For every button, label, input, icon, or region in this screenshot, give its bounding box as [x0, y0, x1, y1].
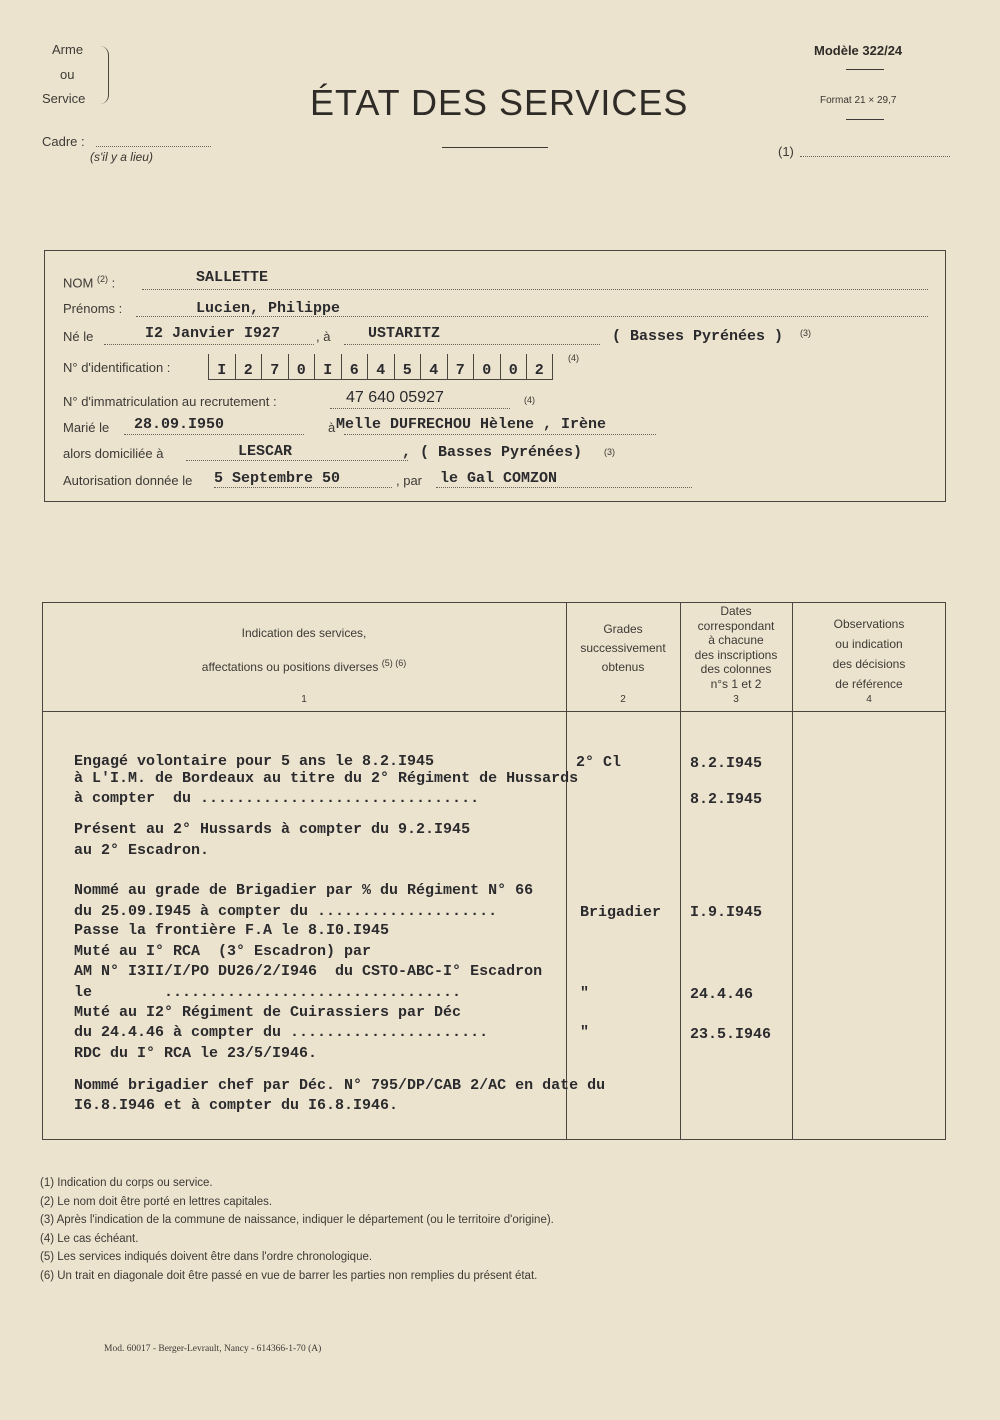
birth-place-field [344, 344, 600, 345]
id-digit: 0 [473, 354, 500, 380]
domicile-label: alors domiciliée à [63, 446, 164, 461]
prenoms-label: Prénoms : [63, 301, 123, 316]
service-entry: Muté au I2° Régiment de Cuirassiers par Déc [74, 1004, 462, 1021]
col4-number: 4 [866, 694, 872, 705]
footnote: (6) Un trait en diagonale doit être passé en vue de barrer les parties non remplies du présent état. [40, 1269, 538, 1282]
ref-1: (1) [778, 144, 794, 159]
col3-header [680, 604, 792, 691]
service-entry: à L'I.M. de Bordeaux au titre du 2° Régiment de Hussards [74, 770, 579, 787]
footnote: (4) Le cas échéant. [40, 1232, 139, 1245]
service-entry: Nommé brigadier chef par Déc. N° 795/DP/CAB 2/AC en date du [74, 1077, 606, 1094]
a-label: , à [316, 329, 331, 344]
spouse-field [344, 434, 656, 435]
domicile-field [186, 460, 408, 461]
autorisation-by: le Gal COMZON [440, 470, 558, 487]
ref-4a: (4) [568, 353, 579, 363]
prenoms-value: Lucien, Philippe [196, 300, 341, 317]
grade-entry: " [580, 1024, 590, 1041]
id-digit: 4 [420, 354, 447, 380]
corps-field [800, 156, 950, 157]
immat-value: 47 640 05927 [346, 389, 444, 406]
nom-value: SALLETTE [196, 269, 269, 286]
date-entry: 8.2.I945 [690, 755, 763, 772]
marie-label: Marié le [63, 420, 110, 435]
footnotes [40, 1174, 554, 1286]
domicile-dept: , ( Basses Pyrénées) [402, 444, 583, 461]
service-entry: Muté au I° RCA (3° Escadron) par [74, 943, 372, 960]
date-entry: 8.2.I945 [690, 791, 763, 808]
cadre-field [96, 146, 211, 147]
service-entry: I6.8.I946 et à compter du I6.8.I946. [74, 1097, 399, 1114]
service-entry: du 24.4.46 à compter du ...................... [74, 1024, 489, 1041]
col1-header-refs: (5) (6) [381, 658, 407, 668]
spouse-name: Melle DUFRECHOU Hèlene , Irène [336, 416, 607, 433]
col3-number: 3 [733, 694, 739, 705]
service-entry: Engagé volontaire pour 5 ans le 8.2.I945 [74, 753, 435, 770]
col4-header-line: ou indication [835, 637, 903, 651]
col3-header-line: à chacune [708, 633, 764, 647]
title-rule [442, 147, 548, 148]
model-rule [846, 69, 884, 70]
service-entry: AM N° I3II/I/PO DU26/2/I946 du CSTO-ABC-I° Escadron [74, 963, 543, 980]
cadre-label: Cadre : [42, 134, 85, 149]
date-entry: I.9.I945 [690, 904, 763, 921]
ref-3a: (3) [800, 328, 811, 338]
immat-label: N° d'immatriculation au recrutement : [63, 394, 277, 409]
date-entry: 24.4.46 [690, 986, 754, 1003]
footnote: (5) Les services indiqués doivent être dans l'ordre chronologique. [40, 1251, 373, 1264]
col3-header-line: Dates [720, 604, 752, 618]
ref-3b: (3) [604, 447, 615, 457]
grade-entry: 2° Cl [576, 754, 622, 771]
id-grid [208, 354, 553, 380]
id-digit: I [208, 354, 235, 380]
ne-label: Né le [63, 329, 94, 344]
cadre-note: (s'il y a lieu) [90, 150, 153, 164]
service-entry: au 2° Escadron. [74, 842, 210, 859]
id-digit: 0 [288, 354, 315, 380]
par-label: , par [396, 473, 423, 488]
id-digit: 4 [367, 354, 394, 380]
service-entry: Présent au 2° Hussards à compter du 9.2.I945 [74, 821, 471, 838]
col1-header-text: affectations ou positions diverses [201, 660, 379, 674]
autorisation-date: 5 Septembre 50 [214, 470, 341, 487]
nom-label: NOM $^{(2)}$ : [63, 274, 116, 291]
service-entry: le ................................. [74, 984, 462, 1001]
nom-field [142, 289, 928, 290]
service-entry: du 25.09.I945 à compter du .................... [74, 903, 498, 920]
col2-header [566, 620, 680, 677]
ref-4b: (4) [524, 395, 535, 405]
grade-entry: " [580, 985, 590, 1002]
id-digit: 0 [500, 354, 527, 380]
col-sep-1 [566, 602, 567, 1140]
footnote: (1) Indication du corps ou service. [40, 1177, 213, 1189]
birth-date: I2 Janvier I927 [145, 325, 281, 342]
col3-header-line: correspondant [697, 618, 775, 633]
autorisation-date-field [214, 487, 392, 488]
service-entry: à compter du ............................... [74, 790, 480, 807]
col4-header-line: Observations [833, 617, 905, 631]
id-digit: 7 [447, 354, 474, 380]
autorisation-by-field [436, 487, 692, 488]
ou-label: ou [60, 67, 75, 82]
col4-header [792, 614, 946, 694]
footnote: (2) Le nom doit être porté en lettres capitales. [40, 1195, 273, 1208]
col1-number: 1 [301, 694, 307, 705]
format-rule [846, 119, 884, 120]
service-entry: RDC du I° RCA le 23/5/I946. [74, 1045, 318, 1062]
id-digit: 2 [235, 354, 262, 380]
col3-header-line: n°s 1 et 2 [710, 676, 762, 691]
col2-header-line: obtenus [601, 660, 645, 674]
a2-label: à [328, 420, 336, 435]
col2-header-line: successivement [580, 641, 666, 655]
immat-field [330, 408, 510, 409]
id-label: N° d'identification : [63, 360, 171, 375]
brace [100, 46, 109, 104]
header-rule [42, 711, 946, 712]
col4-header-line: des décisions [832, 657, 906, 671]
format-label: Format 21 × 29,7 [820, 95, 897, 106]
autorisation-label: Autorisation donnée le [63, 473, 193, 488]
nom-label-text: NOM [63, 275, 94, 291]
domicile-place: LESCAR [238, 443, 293, 460]
birth-date-field [104, 344, 314, 345]
col4-header-line: de référence [835, 677, 903, 691]
service-entry: Nommé au grade de Brigadier par % du Régiment N° 66 [74, 882, 534, 899]
printer-mark: Mod. 60017 - Berger-Levrault, Nancy - 614366-1-70 (A) [104, 1344, 322, 1354]
col3-header-line: des colonnes [700, 662, 772, 676]
nom-ref: (2) [96, 274, 108, 284]
date-entry: 23.5.I946 [690, 1026, 772, 1043]
id-digit: I [314, 354, 341, 380]
col1-header-line2 [42, 654, 566, 677]
id-digit: 2 [526, 354, 553, 380]
arme-label: Arme [52, 42, 84, 57]
marriage-date-field [124, 434, 304, 435]
footnote: (3) Après l'indication de la commune de naissance, indiquer le département (ou le territoire d'origine). [40, 1214, 554, 1227]
col2-header-line: Grades [603, 622, 643, 636]
service-label: Service [42, 91, 86, 106]
id-digit: 7 [261, 354, 288, 380]
service-entry: Passe la frontière F.A le 8.I0.I945 [74, 922, 390, 939]
col2-number: 2 [620, 694, 626, 705]
marriage-date: 28.09.I950 [134, 416, 225, 433]
model-number: Modèle 322/24 [814, 43, 903, 58]
document-title: ÉTAT DES SERVICES [310, 82, 689, 123]
birth-dept: ( Basses Pyrénées ) [612, 328, 784, 345]
id-digit: 6 [341, 354, 368, 380]
col3-header-line: des inscriptions [694, 647, 778, 662]
birth-place: USTARITZ [368, 325, 441, 342]
grade-entry: Brigadier [580, 904, 662, 921]
id-digit: 5 [394, 354, 421, 380]
col1-header-line1: Indication des services, [241, 626, 367, 640]
